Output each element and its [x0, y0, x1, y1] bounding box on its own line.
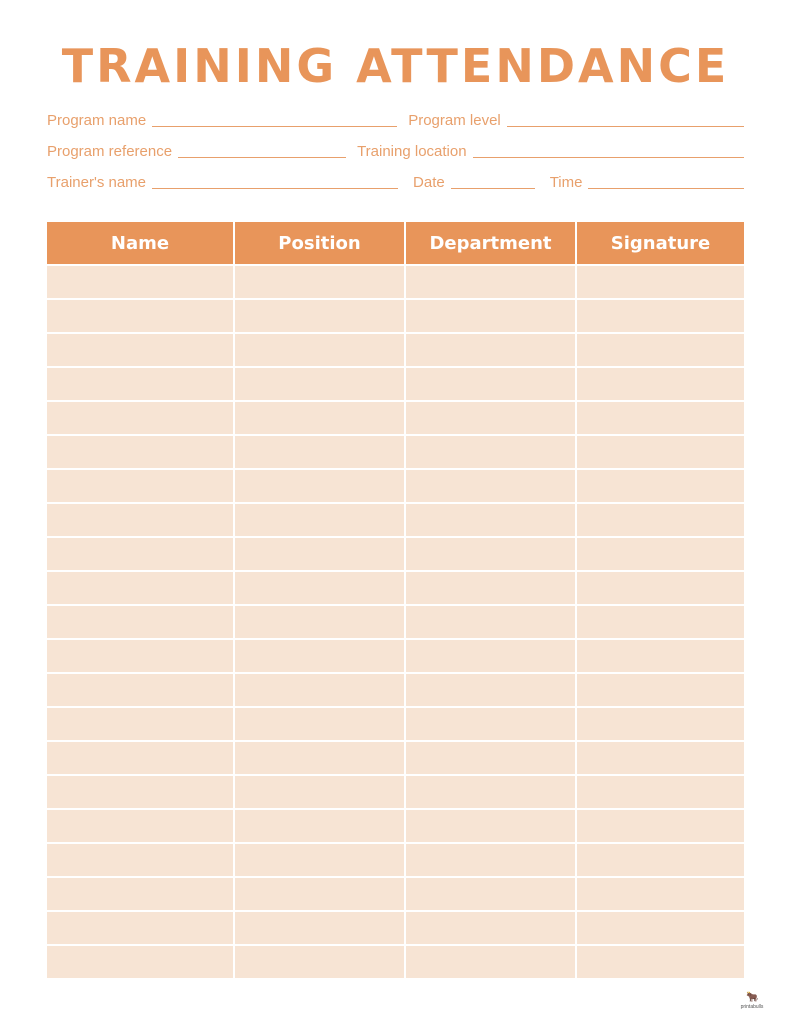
cell-signature[interactable] [577, 468, 744, 502]
table-row [47, 434, 744, 468]
table-row [47, 502, 744, 536]
cell-department[interactable] [406, 808, 577, 842]
cell-position[interactable] [235, 876, 406, 910]
cell-name[interactable] [47, 604, 235, 638]
cell-signature[interactable] [577, 672, 744, 706]
cell-position[interactable] [235, 536, 406, 570]
field-row-reference [47, 139, 744, 161]
cell-department[interactable] [406, 638, 577, 672]
cell-name[interactable] [47, 468, 235, 502]
table-row [47, 366, 744, 400]
cell-signature[interactable] [577, 434, 744, 468]
cell-position[interactable] [235, 774, 406, 808]
cell-department[interactable] [406, 366, 577, 400]
time-field[interactable] [588, 188, 744, 189]
printabulls-logo [737, 992, 767, 1014]
cell-signature[interactable] [577, 808, 744, 842]
date-field[interactable] [451, 188, 535, 189]
program-level-field[interactable] [507, 126, 744, 127]
cell-department[interactable] [406, 944, 577, 978]
cell-department[interactable] [406, 298, 577, 332]
cell-name[interactable] [47, 944, 235, 978]
cell-position[interactable] [235, 332, 406, 366]
cell-position[interactable] [235, 434, 406, 468]
attendance-table [47, 222, 744, 978]
table-row [47, 536, 744, 570]
cell-position[interactable] [235, 740, 406, 774]
table-row [47, 672, 744, 706]
column-header-position: Position [235, 222, 406, 264]
cell-signature[interactable] [577, 774, 744, 808]
cell-signature[interactable] [577, 706, 744, 740]
cell-position[interactable] [235, 570, 406, 604]
cell-position[interactable] [235, 604, 406, 638]
table-row [47, 740, 744, 774]
cell-name[interactable] [47, 910, 235, 944]
program-name-label: Program name [47, 112, 147, 129]
cell-signature[interactable] [577, 570, 744, 604]
field-row-program [47, 108, 744, 130]
table-header [47, 222, 744, 264]
cell-name[interactable] [47, 298, 235, 332]
table-row [47, 468, 744, 502]
table-row [47, 604, 744, 638]
field-row-trainer [47, 170, 744, 192]
table-row [47, 808, 744, 842]
cell-department[interactable] [406, 604, 577, 638]
cell-position[interactable] [235, 706, 406, 740]
cell-signature[interactable] [577, 332, 744, 366]
cell-position[interactable] [235, 264, 406, 298]
cell-name[interactable] [47, 570, 235, 604]
cell-name[interactable] [47, 842, 235, 876]
cell-position[interactable] [235, 366, 406, 400]
cell-name[interactable] [47, 536, 235, 570]
table-row [47, 332, 744, 366]
cell-position[interactable] [235, 944, 406, 978]
cell-position[interactable] [235, 808, 406, 842]
cell-signature[interactable] [577, 842, 744, 876]
printabulls-logo-icon: 🐂 [746, 992, 758, 1003]
cell-signature[interactable] [577, 604, 744, 638]
cell-signature[interactable] [577, 400, 744, 434]
cell-position[interactable] [235, 910, 406, 944]
table-row [47, 842, 744, 876]
trainers-name-field[interactable] [152, 188, 398, 189]
training-location-label: Training location [357, 143, 467, 160]
cell-signature[interactable] [577, 264, 744, 298]
cell-department[interactable] [406, 706, 577, 740]
cell-name[interactable] [47, 740, 235, 774]
cell-position[interactable] [235, 468, 406, 502]
cell-signature[interactable] [577, 298, 744, 332]
program-reference-field[interactable] [178, 157, 346, 158]
cell-department[interactable] [406, 672, 577, 706]
cell-department[interactable] [406, 468, 577, 502]
logo-text: printabulls [740, 1004, 764, 1010]
cell-position[interactable] [235, 672, 406, 706]
table-row [47, 910, 744, 944]
cell-name[interactable] [47, 434, 235, 468]
cell-signature[interactable] [577, 910, 744, 944]
cell-signature[interactable] [577, 876, 744, 910]
cell-department[interactable] [406, 910, 577, 944]
table-row [47, 570, 744, 604]
column-header-name: Name [47, 222, 235, 264]
cell-name[interactable] [47, 774, 235, 808]
table-row [47, 638, 744, 672]
cell-department[interactable] [406, 740, 577, 774]
cell-department[interactable] [406, 876, 577, 910]
cell-department[interactable] [406, 264, 577, 298]
cell-department[interactable] [406, 434, 577, 468]
cell-department[interactable] [406, 502, 577, 536]
cell-position[interactable] [235, 638, 406, 672]
trainers-name-label: Trainer's name [47, 174, 147, 191]
cell-name[interactable] [47, 706, 235, 740]
table-row [47, 774, 744, 808]
cell-name[interactable] [47, 502, 235, 536]
cell-signature[interactable] [577, 638, 744, 672]
table-row [47, 264, 744, 298]
date-label: Date [413, 174, 445, 191]
cell-name[interactable] [47, 400, 235, 434]
program-level-label: Program level [408, 112, 501, 129]
cell-name[interactable] [47, 876, 235, 910]
cell-signature[interactable] [577, 536, 744, 570]
cell-name[interactable] [47, 332, 235, 366]
cell-position[interactable] [235, 502, 406, 536]
cell-signature[interactable] [577, 740, 744, 774]
cell-department[interactable] [406, 332, 577, 366]
time-label: Time [549, 174, 583, 191]
table-row [47, 944, 744, 978]
cell-name[interactable] [47, 264, 235, 298]
cell-department[interactable] [406, 774, 577, 808]
cell-name[interactable] [47, 808, 235, 842]
table-row [47, 706, 744, 740]
cell-name[interactable] [47, 672, 235, 706]
cell-signature[interactable] [577, 944, 744, 978]
cell-position[interactable] [235, 842, 406, 876]
cell-department[interactable] [406, 842, 577, 876]
table-body [47, 264, 744, 978]
program-reference-label: Program reference [47, 143, 173, 160]
cell-signature[interactable] [577, 366, 744, 400]
cell-department[interactable] [406, 570, 577, 604]
cell-signature[interactable] [577, 502, 744, 536]
cell-position[interactable] [235, 298, 406, 332]
training-location-field[interactable] [473, 157, 744, 158]
program-name-field[interactable] [152, 126, 397, 127]
column-header-signature: Signature [577, 222, 744, 264]
table-row [47, 400, 744, 434]
cell-department[interactable] [406, 400, 577, 434]
cell-name[interactable] [47, 366, 235, 400]
cell-position[interactable] [235, 400, 406, 434]
table-row [47, 298, 744, 332]
column-header-department: Department [406, 222, 577, 264]
cell-name[interactable] [47, 638, 235, 672]
table-row [47, 876, 744, 910]
cell-department[interactable] [406, 536, 577, 570]
page-title: TRAINING ATTENDANCE [61, 39, 730, 93]
